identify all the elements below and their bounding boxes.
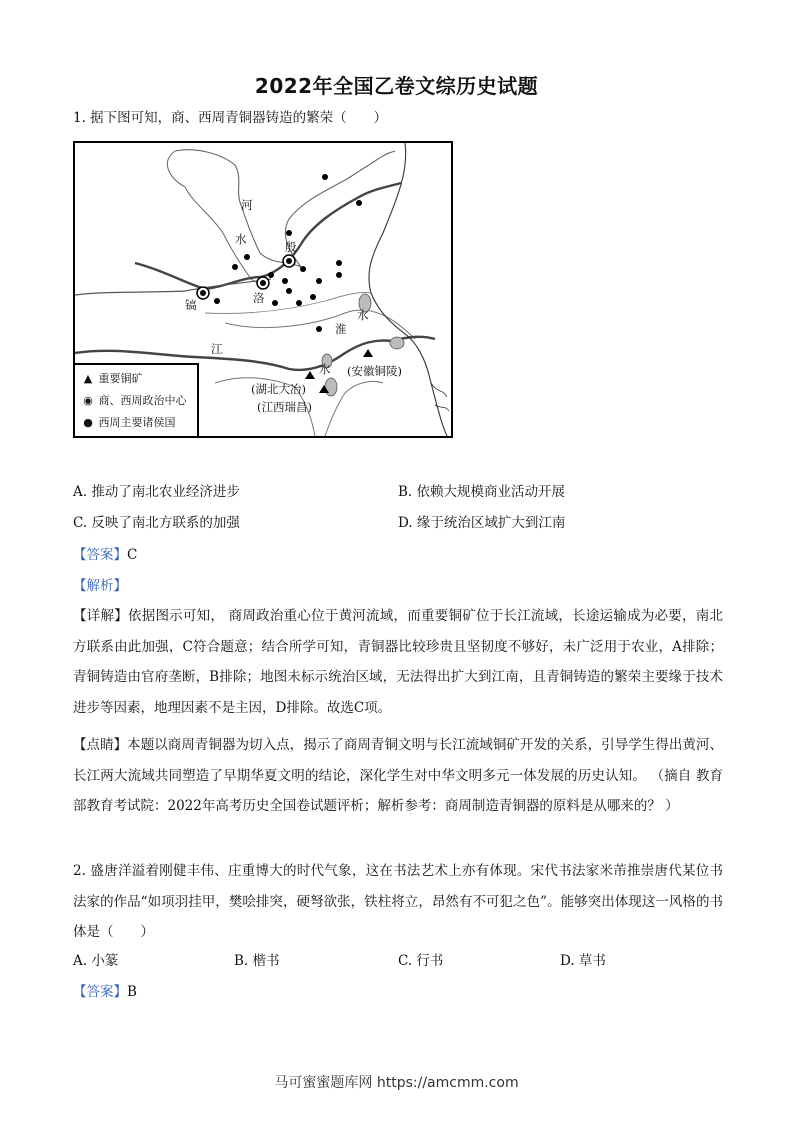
comment-text: 本题以商周青铜器为切入点，揭示了商周青铜文明与长江流域铜矿开发的关系，引导学生得出黄河、长江两大流域共同塑造了早期华夏文明的结论，深化学生对中华文明多元一体发展的历史认知。 （摘自 教育部教育考试院：2022年高考历史全国卷试题评析；解析参考：商周制造青铜器的原料是从哪来的？ ） [73, 737, 724, 814]
comment-tag: 【点睛】 [73, 737, 128, 753]
legend-vassal-label: 西周主要诸侯国 [98, 416, 176, 429]
q1-option-d: D. 缘于统治区域扩大到江南 [398, 515, 566, 531]
legend-center [81, 394, 187, 407]
q2-stem: 2. 盛唐洋溢着刚健丰伟、庄重博大的时代气象，这在书法艺术上亦有体现。宋代书法家米芾推崇唐代某位书法家的作品“如项羽挂甲，樊哙排突，硬弩欲张，铁柱将立，昂然有不可犯之色”。能够突出体现这一风格的书体是（ ） [73, 863, 723, 940]
q1-stem: 1. 据下图可知，商、西周青铜器铸造的繁荣（ ） [73, 110, 388, 126]
q1-detail [73, 601, 723, 723]
q1-analysis-tag [73, 576, 127, 596]
dot-icon: ● [83, 416, 93, 429]
q2-option-a: A. 小篆 [73, 953, 119, 969]
q2-option-c: C. 行书 [398, 953, 444, 969]
label-shui-huai: 水 [357, 308, 369, 322]
q1-answer [73, 545, 137, 565]
label-huai: 淮 [335, 322, 347, 336]
map-legend [75, 363, 199, 438]
q1-comment [73, 730, 723, 822]
q2-answer-value: B [127, 984, 137, 1000]
footer-watermark: 马可蜜蜜题库网 https://amcmm.com [274, 1075, 519, 1091]
q1-option-b: B. 依赖大规模商业活动开展 [398, 484, 566, 500]
label-he: 河 [241, 198, 253, 212]
legend-center-label: 商、西周政治中心 [98, 394, 187, 407]
legend-copper-label: 重要铜矿 [98, 372, 143, 385]
label-hao: 镐 [185, 298, 197, 312]
analysis-tag: 【解析】 [73, 578, 127, 594]
label-luo: 洛 [253, 291, 265, 305]
q2-option-d: D. 草书 [560, 953, 606, 969]
label-shui-yellow: 水 [235, 232, 247, 246]
answer-value: C [127, 547, 138, 563]
bullseye-icon: ◉ [83, 394, 93, 407]
detail-tag: 【详解】 [73, 608, 128, 624]
q1-option-c: C. 反映了南北方联系的加强 [73, 515, 240, 531]
label-anhui-tongling: (安徽铜陵) [347, 364, 402, 378]
legend-copper [81, 372, 143, 385]
label-shui-jiang: 水 [319, 362, 331, 376]
detail-text: 依据图示可知， 商周政治重心位于黄河流域，而重要铜矿位于长江流域，长途运输成为必要，南北方联系由此加强，C符合题意；结合所学可知，青铜器比较珍贵且坚韧度不够好，未广泛用于农业，A排除；青铜铸造由官府垄断，B排除；地图未标示统治区域，无法得出扩大到江南，且青铜铸造的繁荣主要缘于技术进步等因素，地理因素不是主因，D排除。故选C项。 [73, 608, 724, 716]
label-yin: 殷 [285, 240, 297, 254]
label-jiang: 江 [211, 342, 223, 356]
q1-option-a: A. 推动了南北农业经济进步 [73, 484, 240, 500]
page-title: 2022年全国乙卷文综历史试题 [254, 74, 539, 98]
answer-tag: 【答案】 [73, 547, 127, 563]
label-hubei-daye: (湖北大冶) [251, 382, 306, 396]
bronze-map [73, 141, 453, 438]
q2-answer-tag: 【答案】 [73, 984, 127, 1000]
legend-vassal [81, 416, 176, 429]
q2-option-b: B. 楷书 [234, 953, 280, 969]
q2-answer [73, 982, 137, 1002]
label-jiangxi-ruichang: (江西瑞昌) [257, 400, 312, 414]
triangle-icon: ▲ [83, 372, 93, 385]
